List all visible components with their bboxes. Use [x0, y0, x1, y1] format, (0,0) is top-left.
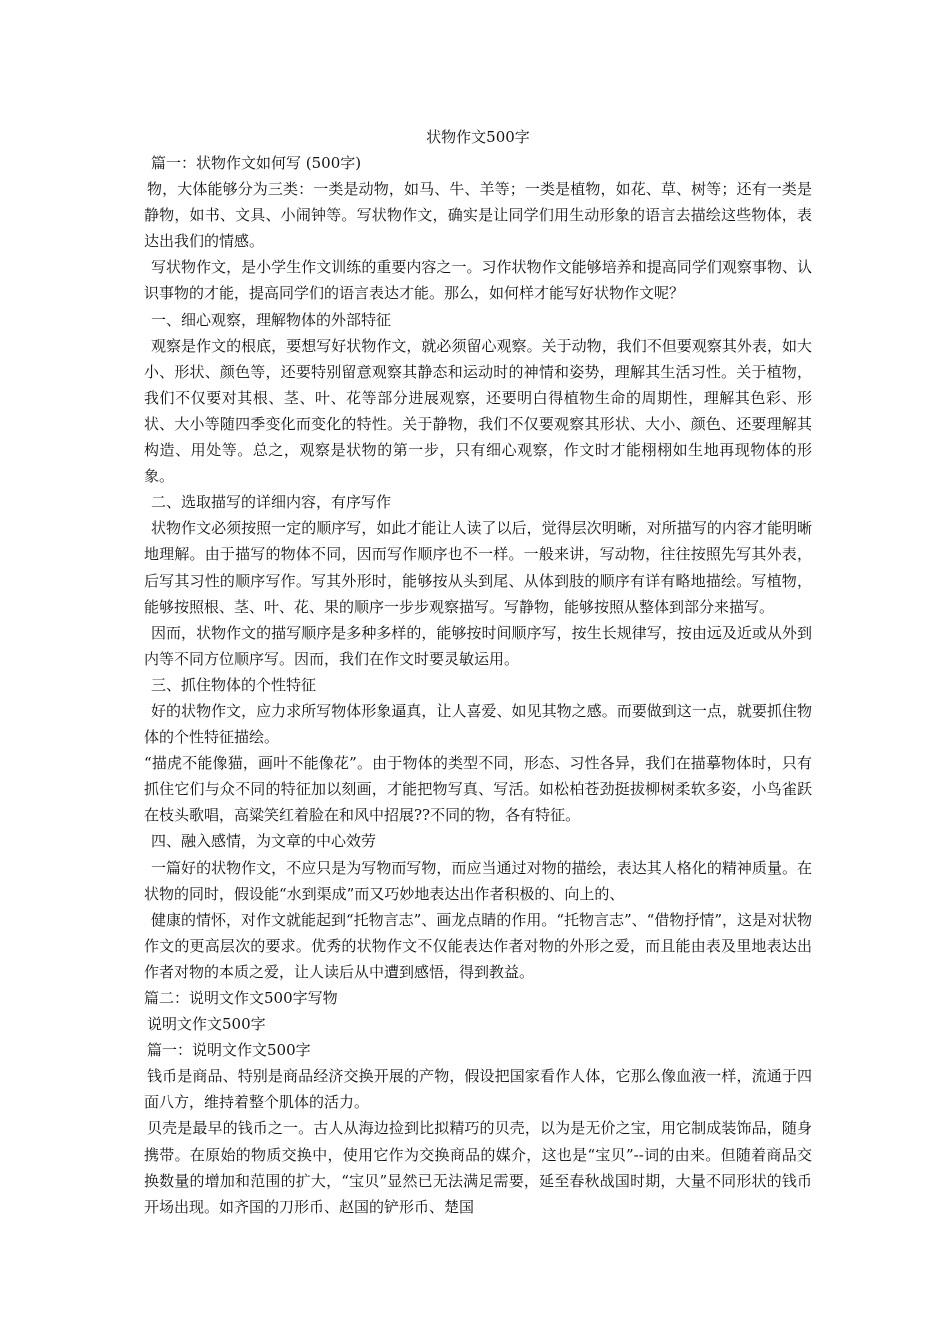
paragraph: 健康的情怀，对作文就能起到“托物言志”、画龙点睛的作用。“托物言志”、“借物抒情”，这是对状物作文的更高层次的要求。优秀的状物作文不仅能表达作者对物的外形之爱，而且能由表及里地表达出作者对物的本质之爱，让人读后从中遭到感悟，得到教益。	[144, 910, 813, 981]
paragraph: 写状物作文，是小学生作文训练的重要内容之一。习作状物作文能够培养和提高同学们观察事物、认识事物的才能，提高同学们的语言表达才能。那么，如何样才能写好状物作文呢？	[144, 258, 812, 303]
paragraph: “描虎不能像猫，画叶不能像花”。由于物体的类型不同，形态、习性各异，我们在描摹物体时，只有抓住它们与众不同的特征加以刻画，才能把物写真、写活。如松柏苍劲挺拔柳树柔软多姿，小鸟雀跃在枝头歌唱，高粱笑红着脸在和风中招展??不同的物，各有特征。	[144, 754, 812, 825]
paragraph: 因而，状物作文的描写顺序是多种多样的，能够按时间顺序写，按生长规律写，按由远及近或从外到内等不同方位顺序写。因而，我们在作文时要灵敏运用。	[144, 623, 812, 668]
paragraph: 好的状物作文，应力求所写物体形象逼真，让人喜爱、如见其物之感。而要做到这一点，就要抓住物体的个性特征描绘。	[144, 701, 812, 747]
paragraph: 一篇好的状物作文，不应只是为写物而写物，而应当通过对物的描绘，表达其人格化的精神质量。在状物的同时，假设能“水到渠成”而又巧妙地表达出作者积极的、向上的、	[144, 858, 812, 903]
paragraph: 篇一：状物作文如何写 (500字)	[151, 154, 362, 172]
section-heading: 二、选取描写的详细内容，有序写作	[151, 493, 392, 512]
section-heading: 三、抓住物体的个性特征	[151, 675, 317, 694]
section-heading: 一、细心观察，理解物体的外部特征	[151, 310, 392, 329]
paragraph: 物，大体能够分为三类：一类是动物，如马、牛、羊等；一类是植物，如花、草、树等；还有一类是静物，如书、文具、小闹钟等。写状物作文，确实是让同学们用生动形象的语言去描绘这些物体，表达出我们的情感。	[144, 180, 812, 251]
paragraph: 贝壳是最早的钱币之一。古人从海边捡到比拟精巧的贝壳，以为是无价之宝，用它制成装饰品，随身携带。在原始的物质交换中，使用它作为交换商品的媒介，这也是“宝贝”--词的由来。但随着商品交换数量的增加和范围的扩大，“宝贝”显然已无法满足需要，延至春秋战国时期，大量不同形状的钱币开场出现。如齐国的刀形币、赵国的铲形币、楚国	[144, 1119, 812, 1216]
section-heading: 篇一：说明文作文500字	[147, 1041, 311, 1060]
paragraph: 状物作文必须按照一定的顺序写，如此才能让人读了以后，觉得层次明晰，对所描写的内容才能明晰地理解。由于描写的物体不同，因而写作顺序也不一样。一般来讲，写动物，往往按照先写其外表，后写其习性的顺序写作。写其外形时，能够按从头到尾、从体到肢的顺序有详有略地描绘。写植物，能够按照根、茎、叶、花、果的顺序一步步观察描写。写静物，能够按照从整体到部分来描写。	[144, 519, 812, 616]
section-heading: 四、融入感情，为文章的中心效劳	[151, 832, 377, 851]
subtitle: 说明文作文500字	[147, 1015, 266, 1034]
document-title: 状物作文500字	[426, 128, 530, 146]
document-page	[144, 124, 812, 1220]
part-heading: 篇二：说明文作文500字写物	[144, 989, 338, 1007]
paragraph: 钱币是商品、特别是商品经济交换开展的产物，假设把国家看作人体，它那么像血液一样，流通于四面八方，维持着整个肌体的活力。	[144, 1067, 812, 1112]
paragraph: 观察是作文的根底，要想写好状物作文，就必须留心观察。关于动物，我们不但要观察其外表，如大小、形状、颜色等，还要特别留意观察其静态和运动时的神情和姿势，理解其生活习性。关于植物，我们不仅要对其根、茎、叶、花等部分进展观察，还要明白得植物生命的周期性，理解其色彩、形状、大小等随四季变化而变化的特性。关于静物，我们不仅要观察其形状、大小、颜色、还要理解其构造、用处等。总之，观察是状物的第一步，只有细心观察，作文时才能栩栩如生地再现物体的形象。	[144, 336, 812, 486]
